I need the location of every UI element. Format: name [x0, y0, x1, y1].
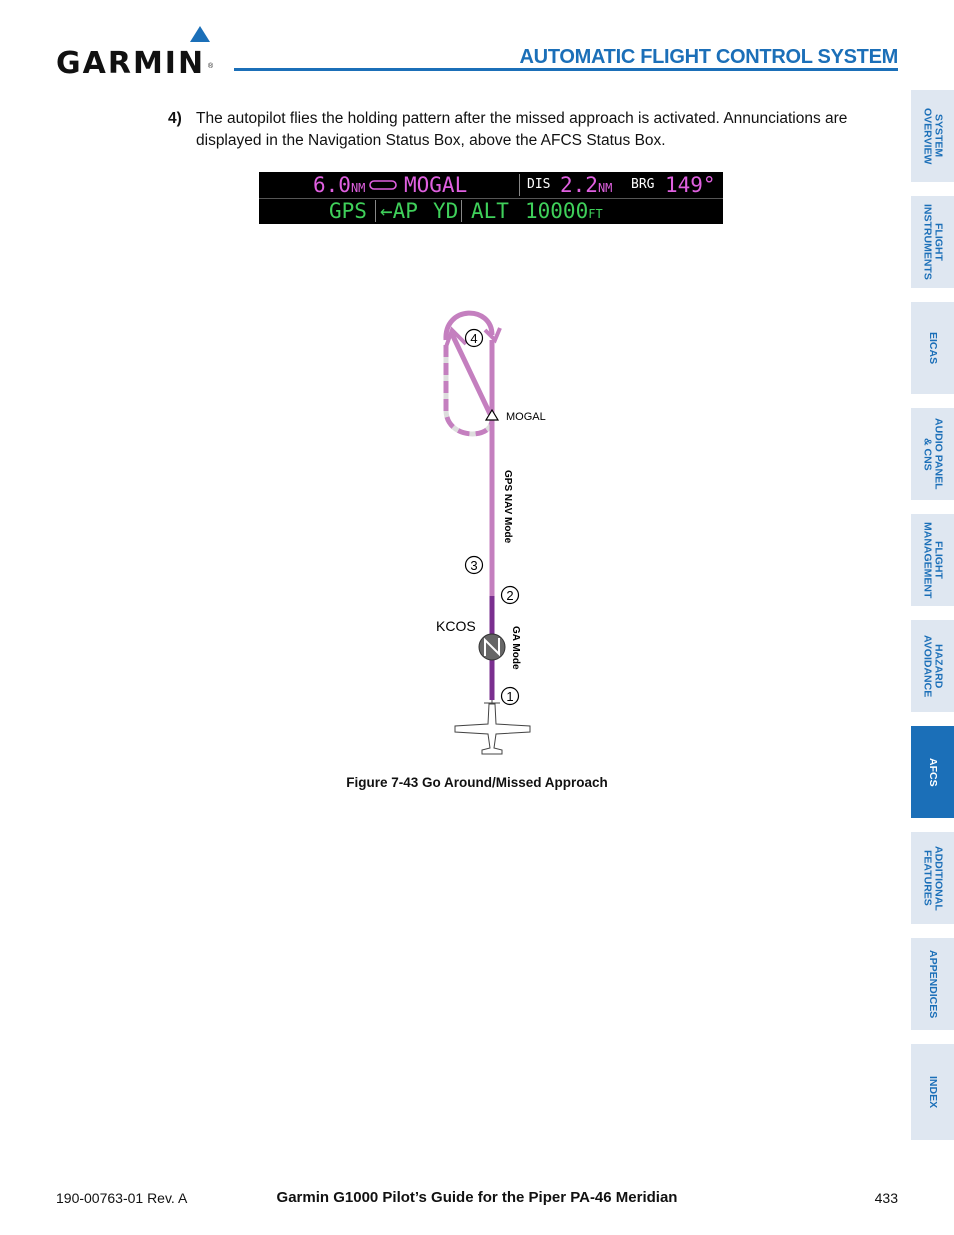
- tab-label: AFCS: [927, 757, 939, 787]
- ap-arrow-icon: ←: [380, 199, 393, 223]
- navigation-status-row: [259, 172, 723, 196]
- ga-mode-label: GA Mode: [510, 626, 521, 670]
- svg-text:2: 2: [506, 588, 514, 603]
- svg-text:4: 4: [470, 331, 478, 346]
- missed-approach-diagram: [420, 300, 590, 770]
- tab-label: APPENDICES: [927, 949, 939, 1019]
- waypoint-label: MOGAL: [506, 411, 546, 423]
- tab-label: FLIGHT MANAGEMENT: [921, 521, 945, 599]
- garmin-triangle-icon: [190, 26, 210, 42]
- tab-audio-panel-cns[interactable]: [911, 408, 954, 500]
- tab-label: AUDIO PANEL & CNS: [921, 418, 945, 490]
- altitude-reference: 10000: [525, 199, 589, 223]
- dis-unit: NM: [597, 181, 613, 195]
- vertical-mode: ALT: [471, 199, 509, 223]
- tab-eicas[interactable]: [911, 302, 954, 394]
- afcs-separator-1: [375, 200, 376, 222]
- nav-status-box: [259, 172, 723, 224]
- figure-caption: Figure 7-43 Go Around/Missed Approach: [346, 775, 608, 790]
- altitude-unit: FT: [588, 207, 603, 221]
- brg-value: 149°: [665, 173, 716, 197]
- registered-mark: ®: [208, 63, 214, 70]
- tab-flight-instruments[interactable]: [911, 196, 954, 288]
- doc-title: Garmin G1000 Pilot’s Guide for the Piper PA-46 Meridian: [276, 1189, 678, 1206]
- tab-label: EICAS: [927, 331, 939, 365]
- step-number: 4): [168, 110, 182, 127]
- holding-pattern-icon: [369, 180, 397, 190]
- dis-label: DIS: [527, 177, 551, 192]
- nav-separator: [519, 174, 520, 196]
- tab-additional-features[interactable]: [911, 832, 954, 924]
- brg-label: BRG: [631, 177, 655, 192]
- tab-label: INDEX: [927, 1075, 939, 1109]
- tab-appendices[interactable]: [911, 938, 954, 1030]
- afcs-separator-2: [461, 200, 462, 222]
- afcs-status-row: [259, 199, 723, 223]
- active-waypoint: MOGAL: [404, 173, 468, 197]
- section-title: AUTOMATIC FLIGHT CONTROL SYSTEM: [519, 46, 898, 68]
- tab-label: SYSTEM OVERVIEW: [921, 107, 945, 165]
- lateral-mode: GPS: [329, 199, 367, 223]
- svg-text:3: 3: [470, 558, 478, 573]
- tab-hazard-avoidance[interactable]: [911, 620, 954, 712]
- tab-label: HAZARD AVOIDANCE: [921, 634, 945, 698]
- page-number: 433: [874, 1190, 898, 1206]
- svg-text:1: 1: [506, 689, 514, 704]
- garmin-logo: [56, 26, 226, 81]
- dis-value: 2.2: [560, 173, 598, 197]
- marker-1: [502, 688, 519, 705]
- leg-distance: 6.0: [313, 173, 351, 197]
- marker-3: [466, 557, 483, 574]
- tab-afcs[interactable]: [911, 726, 954, 818]
- gps-nav-mode-label: GPS NAV Mode: [502, 470, 513, 544]
- tab-label: ADDITIONAL FEATURES: [921, 845, 945, 911]
- leg-distance-unit: NM: [350, 181, 366, 195]
- tab-index[interactable]: [911, 1044, 954, 1140]
- step-text: The autopilot flies the holding pattern after the missed approach is activated. Annunciations are displayed in the Navigation Status Box, above the AFCS Status Box.: [196, 110, 848, 149]
- marker-2: [502, 587, 519, 604]
- ap-annunciation: AP: [392, 199, 418, 223]
- tab-flight-management[interactable]: [911, 514, 954, 606]
- brand-name: GARMIN: [56, 46, 206, 81]
- doc-number: 190-00763-01 Rev. A: [56, 1190, 188, 1206]
- tab-label: FLIGHT INSTRUMENTS: [921, 204, 945, 280]
- airplane-icon: [455, 700, 530, 754]
- airport-label: KCOS: [436, 618, 476, 634]
- tab-system-overview[interactable]: [911, 90, 954, 182]
- marker-4: [466, 330, 483, 347]
- yd-annunciation: YD: [433, 199, 459, 223]
